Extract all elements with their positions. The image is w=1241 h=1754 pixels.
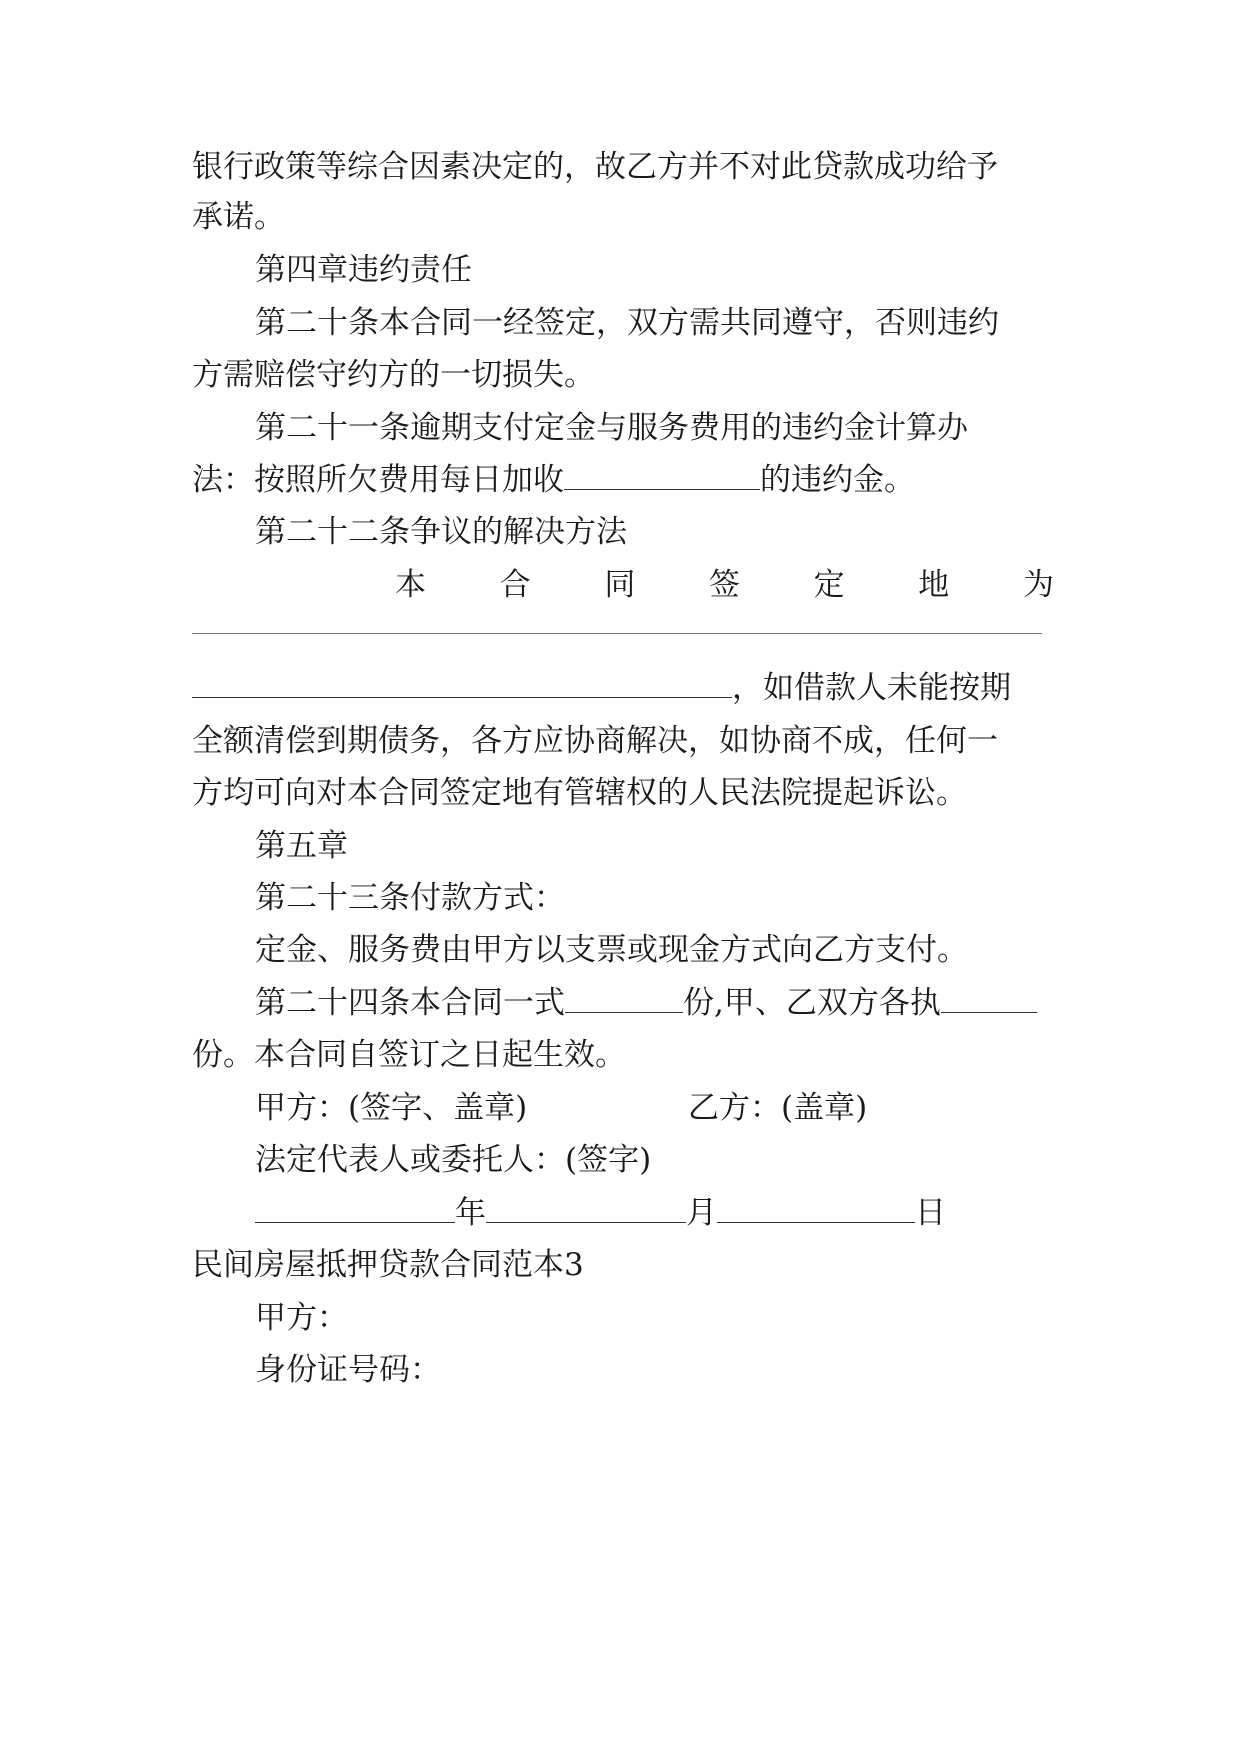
penalty-rate-blank <box>564 461 760 490</box>
signing-place-blank-line <box>192 633 1042 634</box>
article-21-line-1: 第二十一条逾期支付定金与服务费用的违约金计算办 <box>255 410 968 446</box>
spread-char: 本 <box>395 567 426 603</box>
article-24-text-b: 份,甲、乙双方各执 <box>683 985 941 1021</box>
article-20-line-1: 第二十条本合同一经签定，双方需共同遵守，否则违约 <box>255 305 999 341</box>
article-22-text-b: ，如借款人未能按期 <box>732 670 1011 706</box>
id-number-label: 身份证号码： <box>255 1352 441 1388</box>
day-blank <box>717 1194 915 1223</box>
article-22-line-4: 全额清偿到期债务，各方应协商解决，如协商不成，任何一 <box>192 723 998 759</box>
day-label: 日 <box>915 1195 946 1231</box>
month-blank <box>486 1194 686 1223</box>
signing-place-blank <box>192 669 732 698</box>
month-label: 月 <box>686 1195 717 1231</box>
party-a-signature: 甲方：(签字、盖章) <box>255 1090 528 1126</box>
year-blank <box>255 1194 455 1223</box>
copies-each-blank <box>941 984 1037 1013</box>
article-21-line-2 <box>192 460 915 500</box>
signing-date-line <box>255 1193 946 1233</box>
paragraph-line: 承诺。 <box>192 199 285 235</box>
spread-char: 同 <box>604 567 636 603</box>
copies-total-blank <box>565 984 683 1013</box>
article-22-line-5: 方均可向对本合同签定地有管辖权的人民法院提起诉讼。 <box>192 775 967 811</box>
article-22-line-3 <box>192 668 1011 708</box>
article-23-body: 定金、服务费由甲方以支票或现金方式向乙方支付。 <box>255 932 968 968</box>
year-label: 年 <box>455 1195 486 1231</box>
article-23-title: 第二十三条付款方式： <box>255 880 565 916</box>
paragraph-line: 银行政策等综合因素决定的，故乙方并不对此贷款成功给予 <box>192 149 998 185</box>
spread-char: 定 <box>813 567 845 603</box>
spread-char: 地 <box>918 567 950 603</box>
article-21-text-a: 法：按照所欠费用每日加收 <box>192 462 564 498</box>
chapter-5-title: 第五章 <box>255 828 348 864</box>
spread-char: 合 <box>499 567 531 603</box>
article-21-text-b: 的违约金。 <box>760 462 915 498</box>
chapter-4-title: 第四章违约责任 <box>255 252 472 288</box>
article-22-spread-line <box>395 565 1054 605</box>
article-20-line-2: 方需赔偿守约方的一切损失。 <box>192 357 595 393</box>
section-heading: 民间房屋抵押贷款合同范本3 <box>192 1247 584 1283</box>
article-22-title: 第二十二条争议的解决方法 <box>255 514 627 550</box>
spread-char: 签 <box>708 567 740 603</box>
party-b-signature: 乙方：(盖章) <box>688 1090 868 1126</box>
party-a-label: 甲方： <box>255 1300 348 1336</box>
article-24-text-a: 第二十四条本合同一式 <box>255 985 565 1021</box>
article-24-line-1 <box>255 983 1037 1023</box>
article-24-line-2: 份。本合同自签订之日起生效。 <box>192 1037 626 1073</box>
legal-representative: 法定代表人或委托人：(签字) <box>255 1142 652 1178</box>
spread-char: 为 <box>1022 567 1054 603</box>
